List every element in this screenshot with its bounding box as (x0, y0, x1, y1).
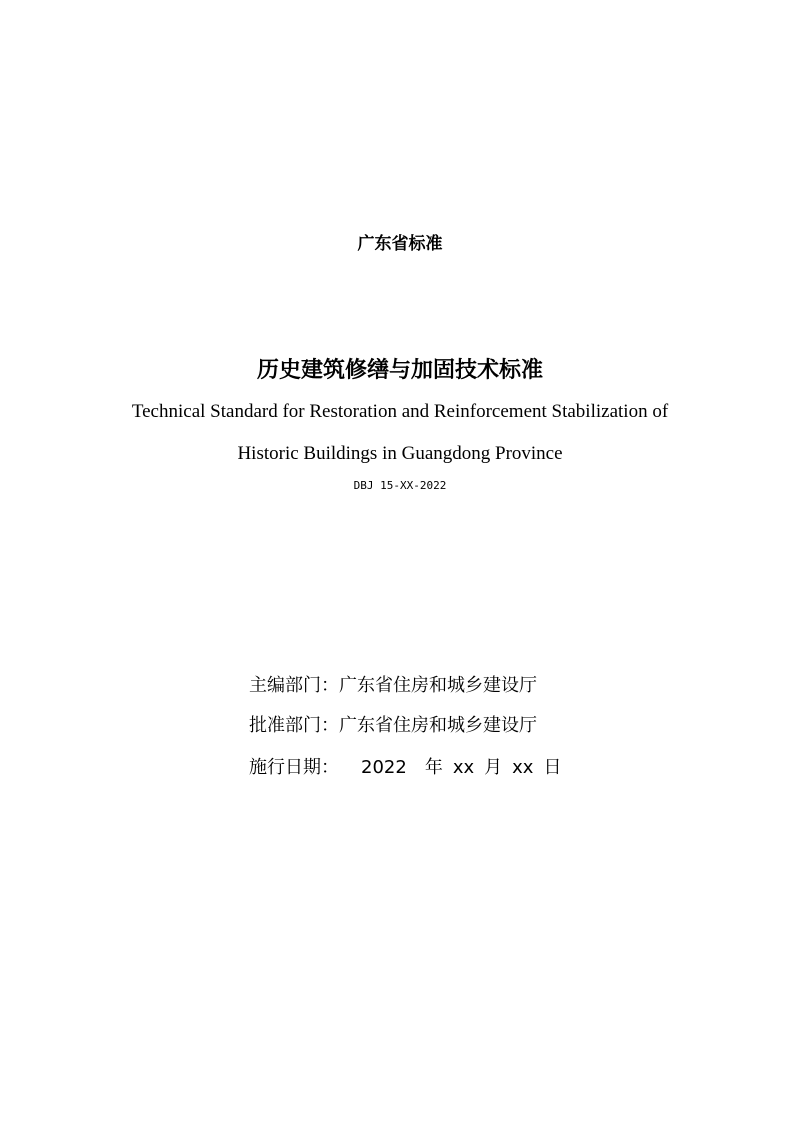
document-title-chinese: 历史建筑修缮与加固技术标准 (256, 358, 543, 383)
effective-date-month-unit: 月 (484, 757, 503, 778)
approver-department-value: 广东省住房和城乡建设厅 (339, 715, 537, 736)
editor-department-value: 广东省住房和城乡建设厅 (339, 675, 537, 696)
document-title-english-line1: Technical Standard for Restoration and Reinforcement Stabilization of (131, 401, 669, 422)
editor-department-row (249, 673, 537, 699)
effective-date-year-unit: 年 (424, 757, 443, 778)
standard-category: 广东省标准 (357, 234, 443, 254)
effective-date-month: xx (452, 757, 475, 778)
effective-date-row (249, 755, 561, 781)
effective-date-day-unit: 日 (543, 757, 562, 778)
editor-department-label: 主编部门： (249, 675, 339, 696)
document-title-english-line2: Historic Buildings in Guangdong Province (237, 443, 563, 464)
effective-date-year: 2022 (361, 757, 407, 778)
approver-department-row (249, 713, 537, 739)
approver-department-label: 批准部门： (249, 715, 339, 736)
standard-code: DBJ 15-XX-2022 (353, 479, 447, 492)
effective-date-label: 施行日期： (249, 757, 339, 778)
effective-date-day: xx (512, 757, 534, 778)
